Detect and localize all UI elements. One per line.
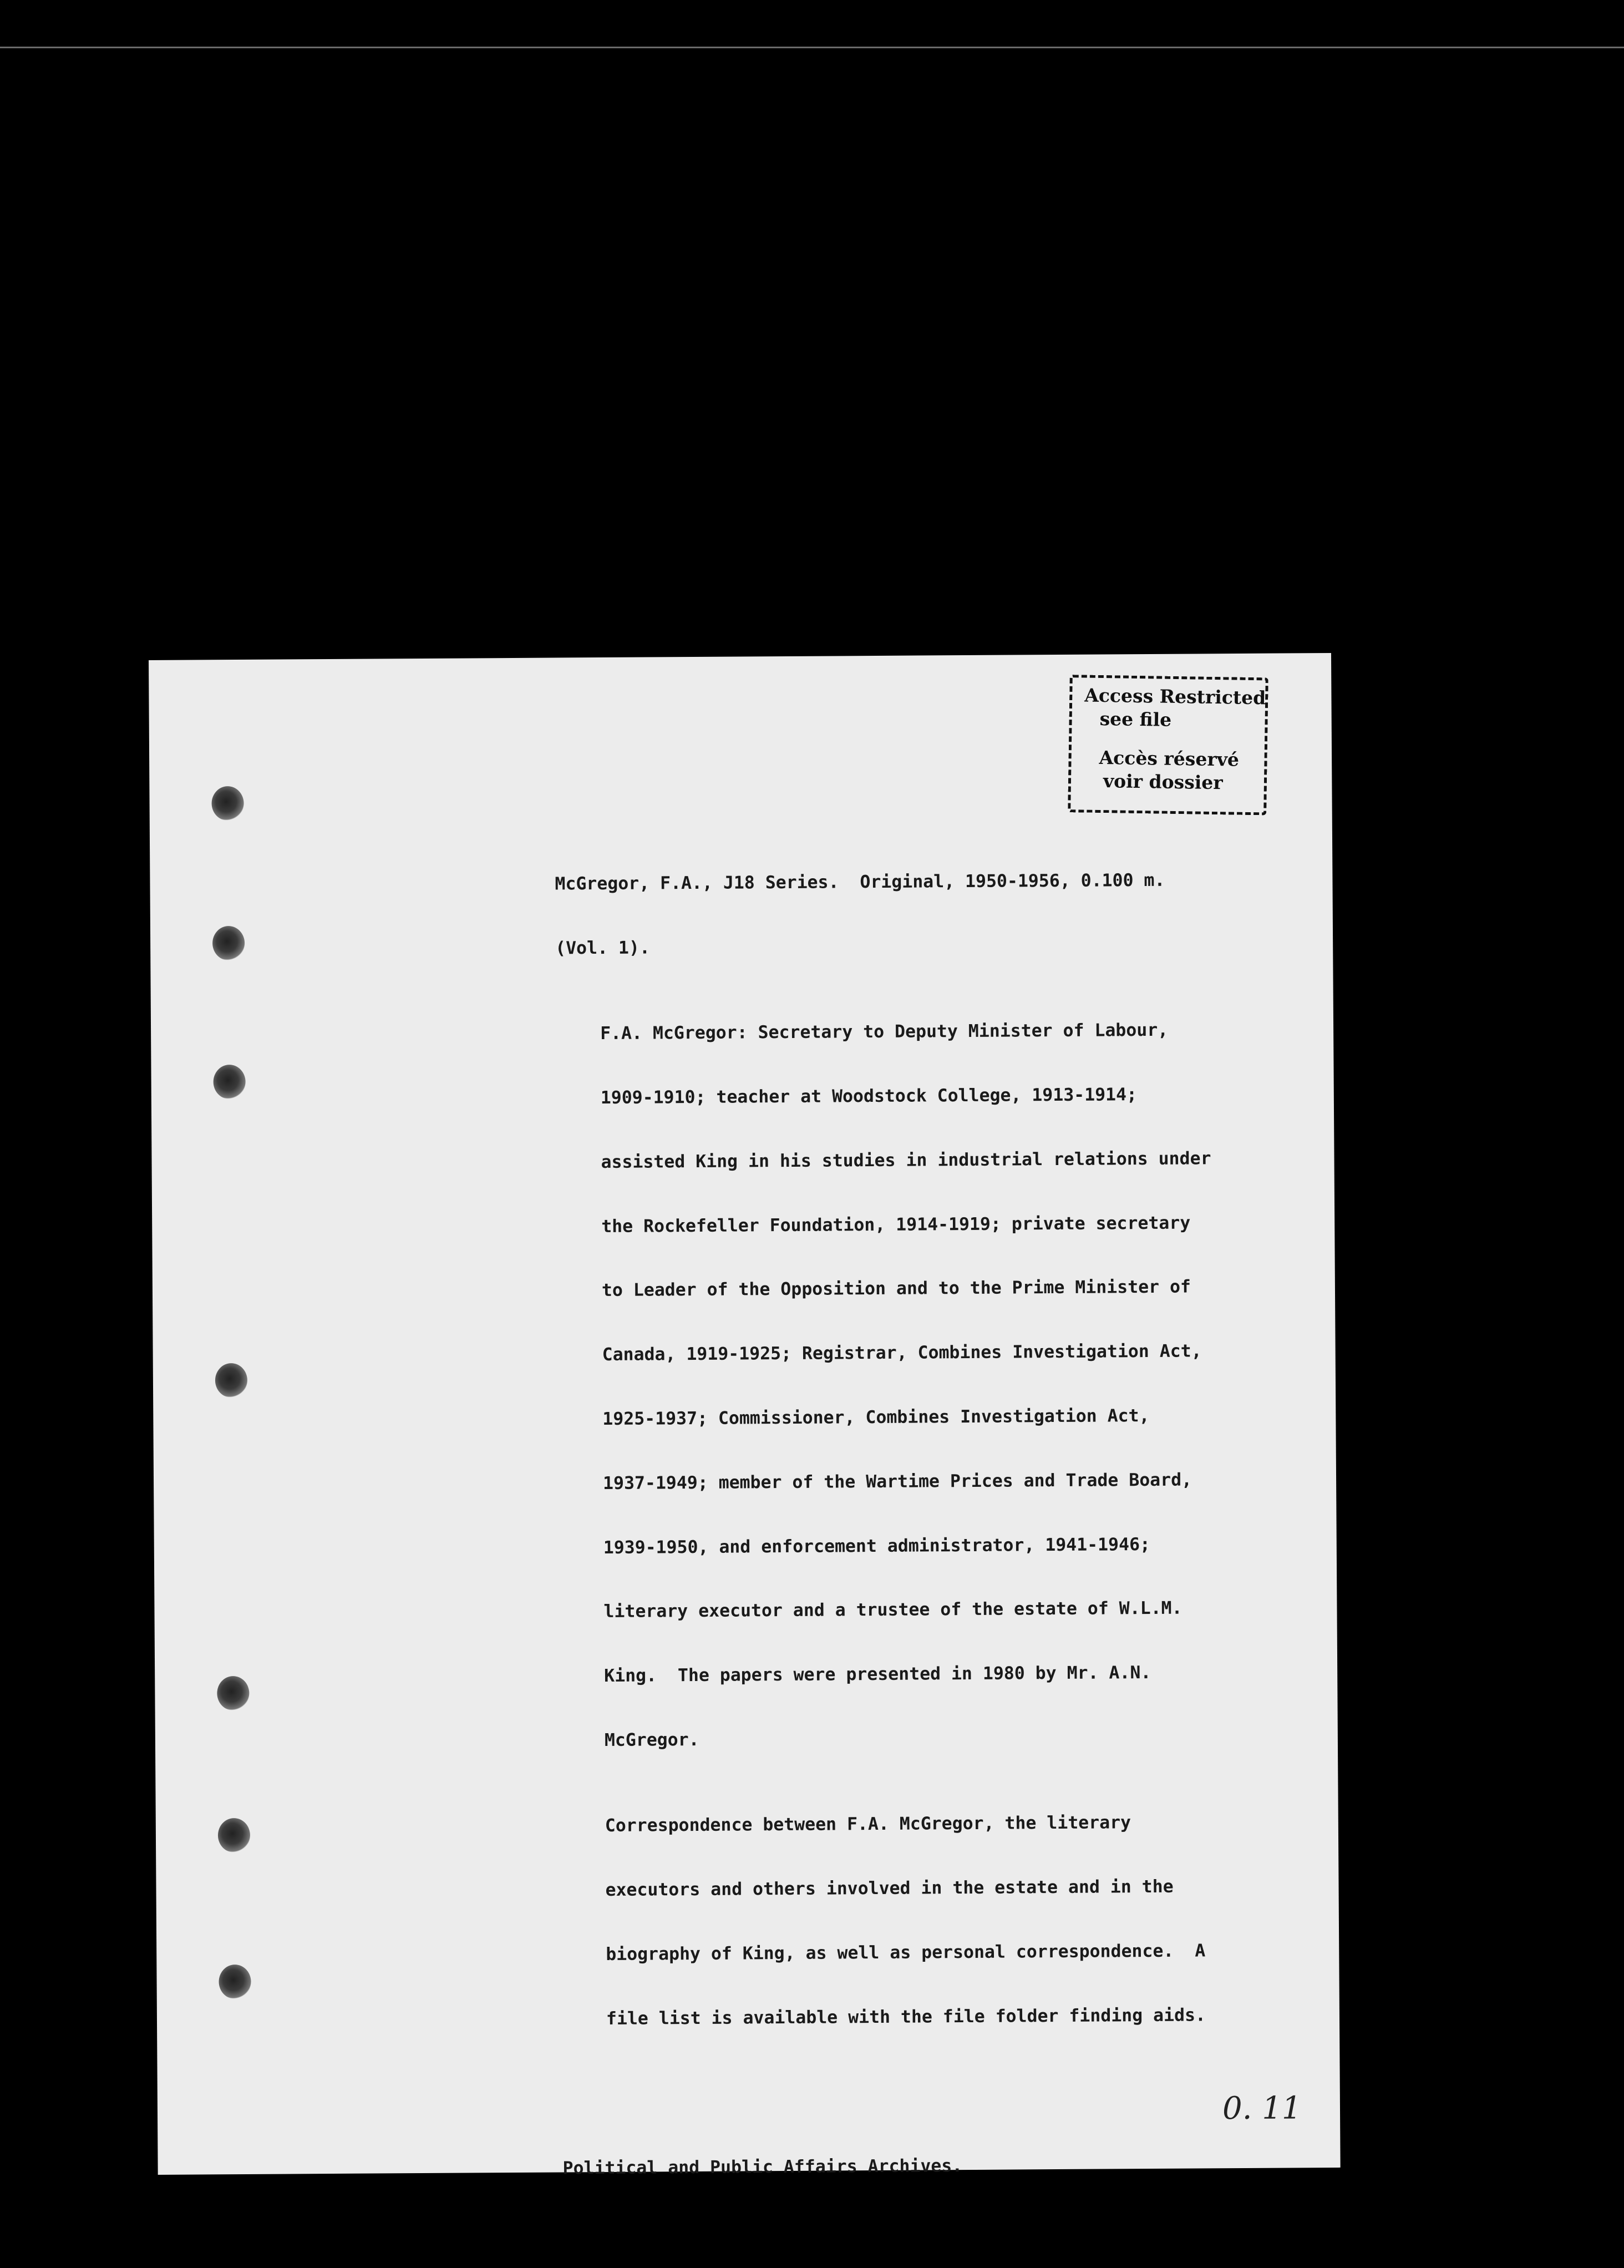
- stamp-line-1: Access Restricted: [1084, 684, 1266, 709]
- description-line: file list is available with the file folder finding aids.: [606, 2005, 1206, 2029]
- punch-hole: [217, 1676, 249, 1710]
- biography-line: the Rockefeller Foundation, 1914-1919; private secretary: [601, 1213, 1191, 1237]
- biography-line: 1909-1910; teacher at Woodstock College, 1913-1914;: [600, 1085, 1138, 1108]
- biography-line: McGregor.: [604, 1729, 699, 1750]
- punch-hole: [218, 1818, 250, 1852]
- biography-line: literary executor and a trustee of the estate of W.L.M.: [603, 1598, 1183, 1622]
- scan-top-rule: [0, 47, 1624, 48]
- repository-line: Political and Public Affairs Archives.: [562, 2156, 963, 2179]
- biography-line: 1937-1949; member of the Wartime Prices and Trade Board,: [602, 1470, 1192, 1494]
- description-line: Correspondence between F.A. McGregor, the literary: [605, 1813, 1131, 1836]
- punch-hole: [212, 926, 245, 960]
- description-line: executors and others involved in the estate and in the: [605, 1876, 1174, 1901]
- punch-hole: [219, 1965, 251, 1999]
- record-description: [555, 826, 1339, 2223]
- biography-line: King. The papers were presented in 1980 by Mr. A.N.: [604, 1663, 1151, 1687]
- biography-line: F.A. McGregor: Secretary to Deputy Minister of Labour,: [600, 1020, 1169, 1044]
- page-number-mark: 0. 11: [1222, 2090, 1302, 2127]
- stamp-line-2: see file: [1099, 707, 1172, 731]
- biography-line: assisted King in his studies in industrial relations under: [601, 1148, 1211, 1172]
- document-sheet: [149, 653, 1341, 2179]
- punch-hole: [213, 1065, 245, 1099]
- biography-line: 1939-1950, and enforcement administrator, 1941-1946;: [603, 1534, 1151, 1558]
- access-restricted-stamp: [1068, 675, 1268, 815]
- punch-hole: [215, 1363, 247, 1398]
- biography-line: Canada, 1919-1925; Registrar, Combines Investigation Act,: [602, 1341, 1202, 1365]
- biography-line: 1925-1937; Commissioner, Combines Investigation Act,: [602, 1406, 1150, 1430]
- record-heading-line: (Vol. 1).: [555, 938, 650, 959]
- record-heading-line: McGregor, F.A., J18 Series. Original, 1950-1956, 0.100 m.: [555, 870, 1165, 894]
- description-line: biography of King, as well as personal correspondence. A: [606, 1941, 1206, 1965]
- stamp-line-4: voir dossier: [1103, 770, 1224, 794]
- punch-hole: [211, 786, 243, 821]
- biography-line: to Leader of the Opposition and to the Prime Minister of: [601, 1277, 1191, 1301]
- stamp-line-3: Accès réservé: [1099, 746, 1240, 771]
